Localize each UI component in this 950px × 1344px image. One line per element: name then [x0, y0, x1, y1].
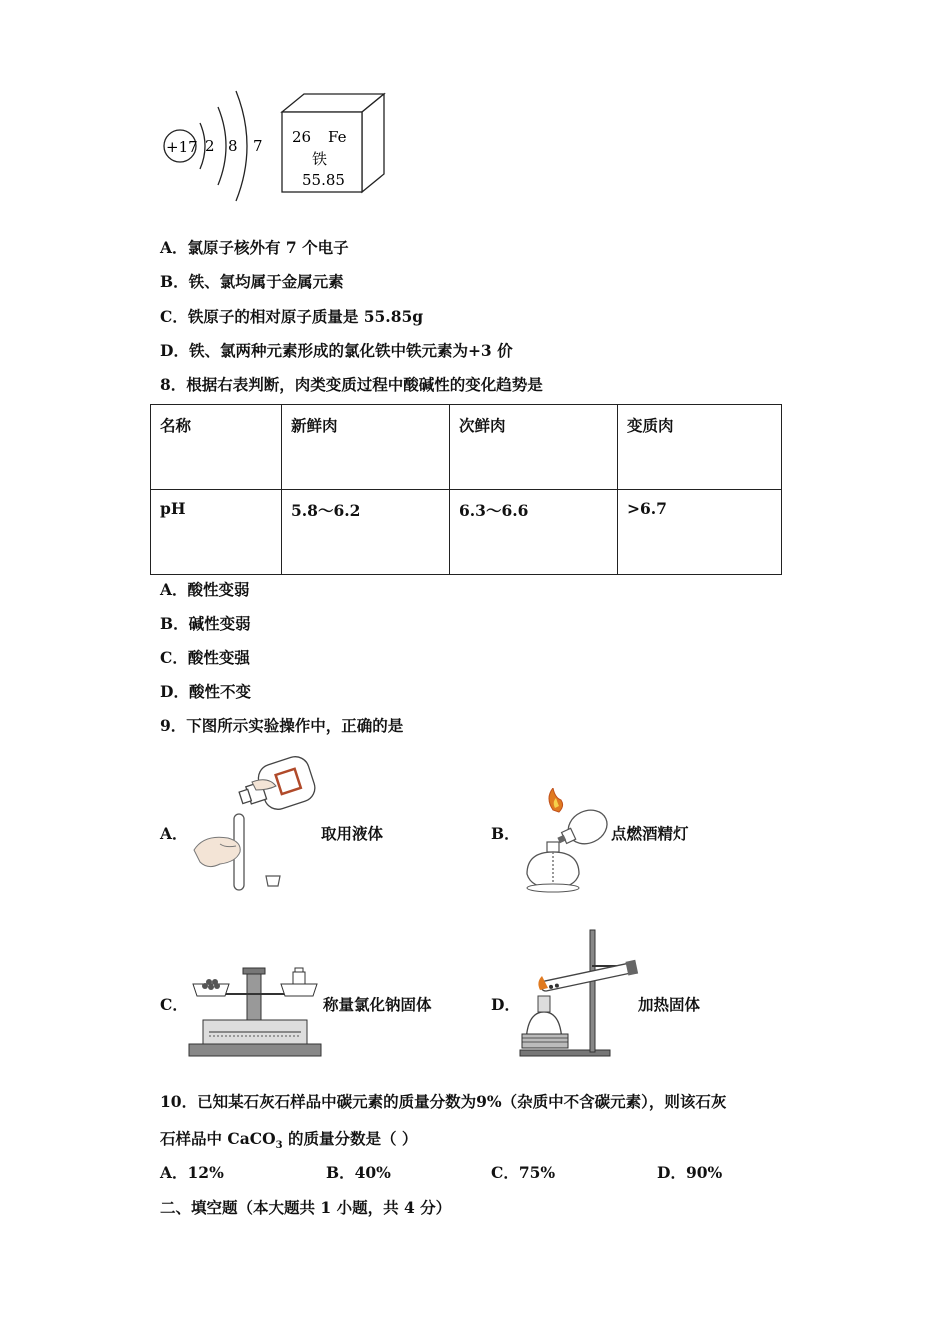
atomic-number: 26 — [292, 128, 312, 146]
alcohol-lamp-illustration — [515, 788, 615, 896]
q9-option-c-caption: 称量氯化钠固体 — [323, 995, 432, 1014]
atomic-mass: 55.85 — [302, 171, 345, 189]
q10-stem-text: 石样品中 CaCO — [160, 1129, 276, 1148]
q7-option-a: A．氯原子核外有 7 个电子 — [160, 238, 349, 257]
q8-stem: 8．根据右表判断，肉类变质过程中酸碱性的变化趋势是 — [160, 375, 543, 394]
table-cell: 6.3～6.6 — [450, 490, 618, 575]
q8-option-a: A．酸性变弱 — [160, 580, 250, 599]
element-symbol: Fe — [328, 128, 347, 146]
table-row — [151, 490, 782, 575]
table-cell: >6.7 — [618, 490, 782, 575]
heating-solid-illustration — [518, 926, 643, 1058]
shell-2: 8 — [228, 137, 238, 155]
table-cell: 次鲜肉 — [450, 405, 618, 490]
element-name: 铁 — [312, 150, 328, 168]
table-cell: 5.8～6.2 — [282, 490, 450, 575]
q10-option-c: C．75% — [491, 1163, 556, 1182]
pour-liquid-illustration — [190, 752, 325, 897]
ph-table — [150, 404, 782, 575]
q9-option-a-label: A． — [160, 824, 188, 843]
q9-stem: 9．下图所示实验操作中，正确的是 — [160, 716, 404, 735]
table-row — [151, 405, 782, 490]
q7-option-d: D．铁、氯两种元素形成的氯化铁中铁元素为+3 价 — [160, 341, 513, 360]
q9-option-a-caption: 取用液体 — [321, 824, 384, 843]
q9-option-d-caption: 加热固体 — [638, 995, 701, 1014]
balance-illustration — [185, 964, 325, 1058]
table-cell: 变质肉 — [618, 405, 782, 490]
q9-option-c-label: C． — [160, 995, 188, 1014]
nucleus-charge: +17 — [166, 138, 198, 156]
iron-element-box — [278, 90, 390, 198]
chlorine-atom-diagram — [158, 85, 273, 205]
shell-1: 2 — [205, 137, 215, 155]
q7-option-b: B．铁、氯均属于金属元素 — [160, 272, 344, 291]
q8-option-b: B．碱性变弱 — [160, 614, 251, 633]
q9-option-b-caption: 点燃酒精灯 — [611, 824, 689, 843]
section-2-heading: 二、填空题（本大题共 1 小题，共 4 分） — [160, 1198, 452, 1217]
q7-option-c: C．铁原子的相对原子质量是 55.85g — [160, 307, 424, 326]
q10-stem-line2 — [160, 1127, 417, 1151]
q9-option-b-label: B． — [491, 824, 520, 843]
q10-stem-line1: 10．已知某石灰石样品中碳元素的质量分数为9%（杂质中不含碳元素），则该石灰 — [160, 1092, 727, 1111]
q10-option-d: D．90% — [657, 1163, 723, 1182]
table-cell: 新鲜肉 — [282, 405, 450, 490]
q10-subscript: 3 — [275, 1140, 283, 1152]
q8-option-d: D．酸性不变 — [160, 682, 251, 701]
q9-option-d-label: D． — [491, 995, 520, 1014]
q8-option-c: C．酸性变强 — [160, 648, 250, 667]
shell-3: 7 — [253, 137, 263, 155]
table-cell: 名称 — [151, 405, 282, 490]
q10-option-a: A．12% — [160, 1163, 224, 1182]
q10-stem-text: 的质量分数是（ ） — [282, 1129, 418, 1148]
table-cell: pH — [151, 490, 282, 575]
q10-option-b: B．40% — [326, 1163, 391, 1182]
